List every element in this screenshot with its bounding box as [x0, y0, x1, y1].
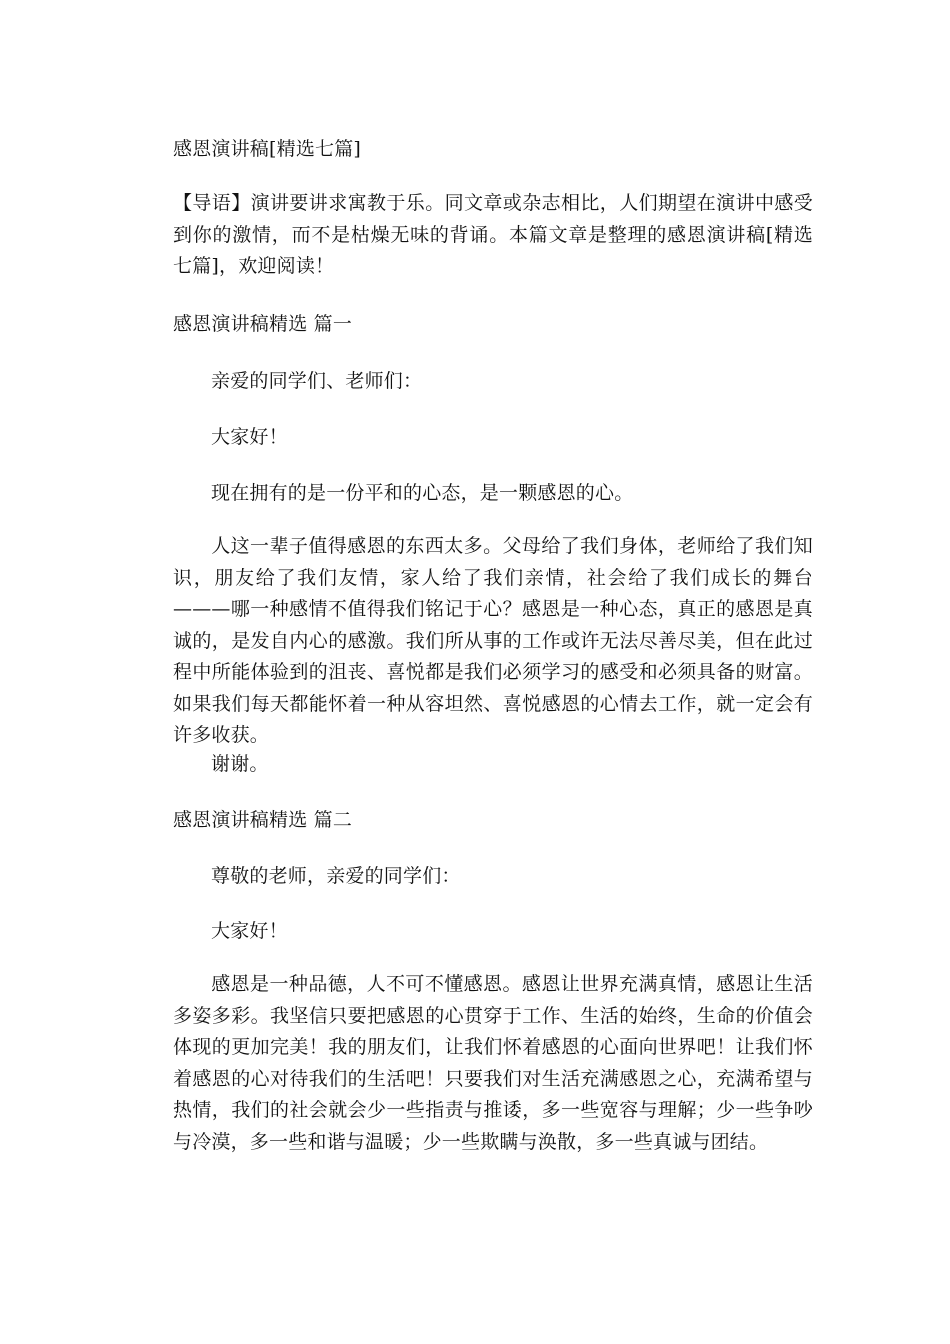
section-1-paragraph-2 [173, 531, 813, 752]
section-2-salutation: 大家好！ [211, 920, 288, 942]
section-1-salutation: 大家好！ [211, 426, 288, 448]
section-1-paragraph-2-text: 人这一辈子值得感恩的东西太多。父母给了我们身体，老师给了我们知识，朋友给了我们友情，家人给了我们亲情，社会给了我们成长的舞台———哪一种感情不值得我们铭记于心？感恩是一种心态，真正的感恩是真诚的，是发自内心的感激。我们所从事的工作或许无法尽善尽美，但在此过程中所能体验到的沮丧、喜悦都是我们必须学习的感受和必须具备的财富。如果我们每天都能怀着一种从容坦然、喜悦感恩的心情去工作，就一定会有许多收获。 [173, 535, 813, 746]
document-title: 感恩演讲稿[精选七篇] [173, 138, 362, 160]
section-1-greeting: 亲爱的同学们、老师们： [211, 370, 423, 392]
section-1-paragraph-1: 现在拥有的是一份平和的心态，是一颗感恩的心。 [211, 482, 634, 504]
intro-paragraph: 【导语】演讲要讲求寓教于乐。同文章或杂志相比，人们期望在演讲中感受到你的激情，而不是枯燥无味的背诵。本篇文章是整理的感恩演讲稿[精选七篇]，欢迎阅读！ [173, 192, 813, 277]
section-2-greeting: 尊敬的老师，亲爱的同学们： [211, 865, 461, 887]
section-1-heading: 感恩演讲稿精选 篇一 [173, 313, 353, 335]
section-1-closing: 谢谢。 [211, 753, 269, 775]
section-2-heading: 感恩演讲稿精选 篇二 [173, 809, 353, 831]
section-2-paragraph-1-text: 感恩是一种品德，人不可不懂感恩。感恩让世界充满真情，感恩让生活多姿多彩。我坚信只要把感恩的心贯穿于工作、生活的始终，生命的价值会体现的更加完美！我的朋友们，让我们怀着感恩的心面向世界吧！让我们怀着感恩的心对待我们的生活吧！只要我们对生活充满感恩之心，充满希望与热情，我们的社会就会少一些指责与推诿，多一些宽容与理解；少一些争吵与冷漠，多一些和谐与温暖；少一些欺瞒与涣散，多一些真诚与团结。 [173, 973, 813, 1153]
section-2-paragraph-1 [173, 969, 813, 1158]
